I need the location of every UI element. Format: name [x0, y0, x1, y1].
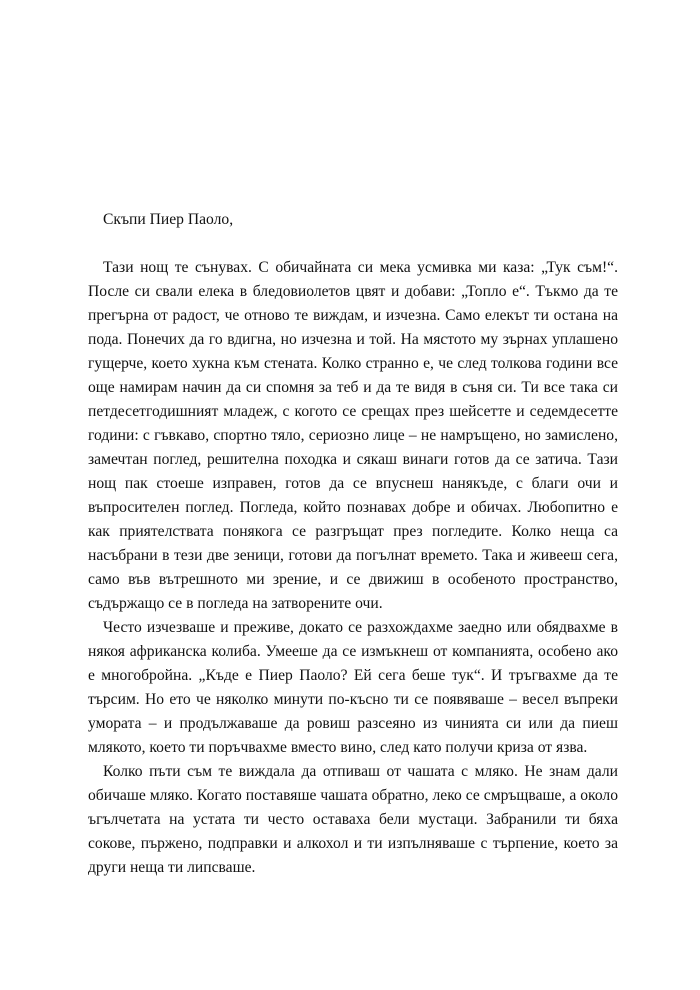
- letter-paragraph: Тази нощ те сънувах. С обичайната си мека усмивка ми каза: „Тук съм!“. После си свали елека в бледовиолетов цвят и добави: „Топло е“. Тъкмо да те прегърна от радост, че отново те виждам, и изчезна. Само елекът ти остана на пода. Понечих да го вдигна, но изчезна и той. На мястото му зърнах уплашено гущерче, което хукна към стената. Колко странно е, че след толкова години все още намирам начин да си спомня за теб и да те видя в съня си. Ти все така си петдесетгодишният младеж, с когото се срещах през шейсетте и седемдесетте години: с гъвкаво, спортно тяло, сериозно лице – не намръщено, но замислено, замечтан поглед, решителна походка и сякаш винаги готов да се затича. Тази нощ пак стоеше изправен, готов да се впуснеш нанякъде, с благи очи и въпросителен поглед. Погледа, който познавах добре и обичах. Любопитно е как приятелствата понякога се разгръщат през погледите. Колко неща са насъбрани в тези две зеници, готови да погълнат времето. Така и живееш сега, само във вътрешното ми зрение, и се движиш в особеното пространство, съдържащо се в погледа на затворените очи.: [88, 259, 618, 612]
- letter-salutation: Скъпи Пиер Паоло,: [103, 211, 234, 228]
- letter-body: [88, 208, 618, 880]
- letter-paragraph: Често изчезваше и преживе, докато се разхождахме заедно или обядвахме в някоя африканска колиба. Умееше да се измъкнеш от компанията, особено ако е многобройна. „Къде е Пиер Паоло? Ей сега беше тук“. И тръгвахме да те търсим. Но ето че няколко минути по-късно ти се появяваше – весел въпреки умората – и продължаваше да ровиш разсеяно из чинията си или да пиеш млякото, което ти поръчвахме вместо вино, след като получи криза от язва.: [88, 619, 618, 756]
- letter-paragraph: Колко пъти съм те виждала да отпиваш от чашата с мляко. Не знам дали обичаше мляко. Когато поставяше чашата обратно, леко се смръщваше, а около ъгълчетата на устата ти често оставаха бели мустаци. Забранили ти бяха сокове, пържено, подправки и алкохол и ти изпълняваше с търпение, което за други неща ти липсваше.: [88, 763, 618, 876]
